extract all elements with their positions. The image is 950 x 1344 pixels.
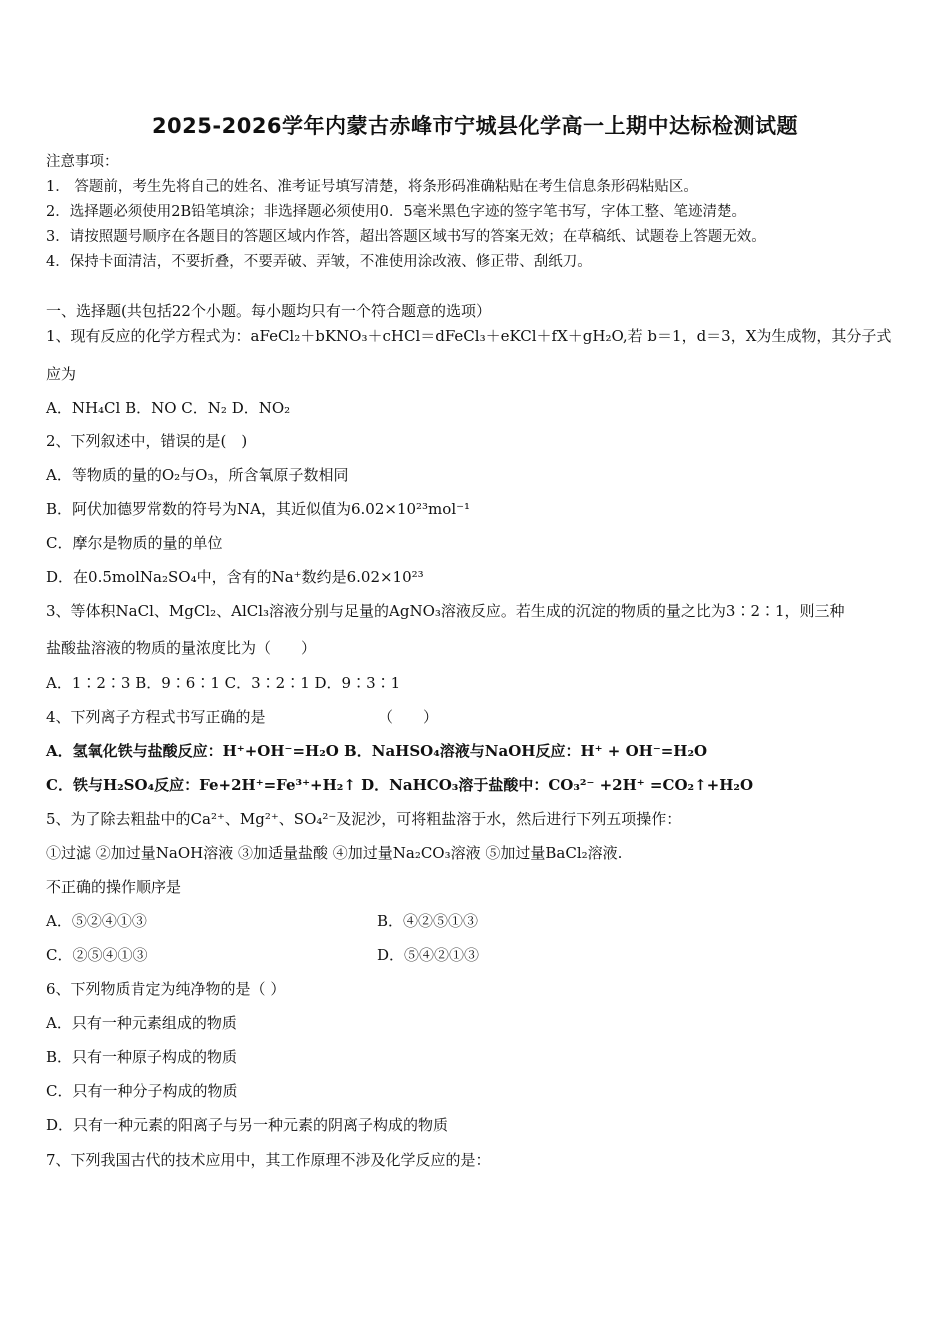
option-c: C．只有一种分子构成的物质 [46,1082,238,1100]
page-title: 2025-2026学年内蒙古赤峰市宁城县化学高一上期中达标检测试题 [151,114,799,138]
question-stem: 5、为了除去粗盐中的Ca²⁺、Mg²⁺、SO₄²⁻及泥沙，可将粗盐溶于水，然后进行下列五项操作： [46,810,682,828]
option-d: D．只有一种元素的阳离子与另一种元素的阴离子构成的物质 [46,1116,449,1134]
options-cd: C．铁与H₂SO₄反应：Fe+2H⁺=Fe³⁺+H₂↑ D．NaHCO₃溶于盐酸中：CO₃²⁻ +2H⁺ =CO₂↑+H₂O [46,776,754,794]
options-ab: A．氢氧化铁与盐酸反应：H⁺+OH⁻=H₂O B．NaHSO₄溶液与NaOH反应：H⁺ + OH⁻=H₂O [46,742,708,760]
option-d: D．⑤④②①③ [377,946,480,964]
question-options: A．NH₄Cl B．NO C．N₂ D．NO₂ [46,399,291,417]
option-b: B．④②⑤①③ [377,912,479,930]
question-stem: 2、下列叙述中，错误的是( ) [46,432,248,450]
notes-heading: 注意事项： [46,154,119,170]
question-stem: 1、现有反应的化学方程式为：aFeCl₂＋bKNO₃＋cHCl＝dFeCl₃＋eKCl＋fX＋gH₂O,若 b＝1，d＝3，X为生成物，其分子式 [46,327,892,345]
question-stem: 3、等体积NaCl、MgCl₂、AlCl₃溶液分别与足量的AgNO₃溶液反应。若生成的沉淀的物质的量之比为3∶2∶1，则三种 [46,602,845,620]
option-a: A．等物质的量的O₂与O₃，所含氧原子数相同 [46,466,349,484]
option-a: A．⑤②④①③ [46,912,147,930]
question-ask: 不正确的操作顺序是 [46,878,182,896]
section-heading: 一、选择题(共包括22个小题。每小题均只有一个符合题意的选项） [46,302,491,320]
question-stem-cont: 盐酸盐溶液的物质的量浓度比为（ ） [46,639,317,657]
question-stem-cont: 应为 [46,365,77,383]
question-stem: 4、下列离子方程式书写正确的是 （ ） [46,708,439,726]
question-stem: 6、下列物质肯定为纯净物的是（ ） [46,980,286,998]
option-a: A．只有一种元素组成的物质 [46,1014,237,1032]
question-options: A．1∶2∶3 B．9∶6∶1 C．3∶2∶1 D．9∶3∶1 [46,674,401,692]
option-c: C．②⑤④①③ [46,946,148,964]
note-item: 2．选择题必须使用2B铅笔填涂；非选择题必须使用0．5毫米黑色字迹的签字笔书写，字体工整、笔迹清楚。 [46,204,747,220]
note-item: 3．请按照题号顺序在各题目的答题区域内作答，超出答题区域书写的答案无效；在草稿纸、试题卷上答题无效。 [46,229,766,245]
option-b: B．阿伏加德罗常数的符号为NA，其近似值为6.02×10²³mol⁻¹ [46,500,471,518]
option-c: C．摩尔是物质的量的单位 [46,534,223,552]
option-b: B．只有一种原子构成的物质 [46,1048,238,1066]
option-d: D．在0.5molNa₂SO₄中，含有的Na⁺数约是6.02×10²³ [46,568,424,586]
note-item: 1． 答题前，考生先将自己的姓名、准考证号填写清楚，将条形码准确粘贴在考生信息条形码粘贴区。 [46,179,698,195]
operations-list: ①过滤 ②加过量NaOH溶液 ③加适量盐酸 ④加过量Na₂CO₃溶液 ⑤加过量BaCl₂溶液. [46,844,623,862]
note-item: 4．保持卡面清洁，不要折叠，不要弄破、弄皱，不准使用涂改液、修正带、刮纸刀。 [46,254,592,270]
question-stem: 7、下列我国古代的技术应用中，其工作原理不涉及化学反应的是： [46,1151,491,1169]
